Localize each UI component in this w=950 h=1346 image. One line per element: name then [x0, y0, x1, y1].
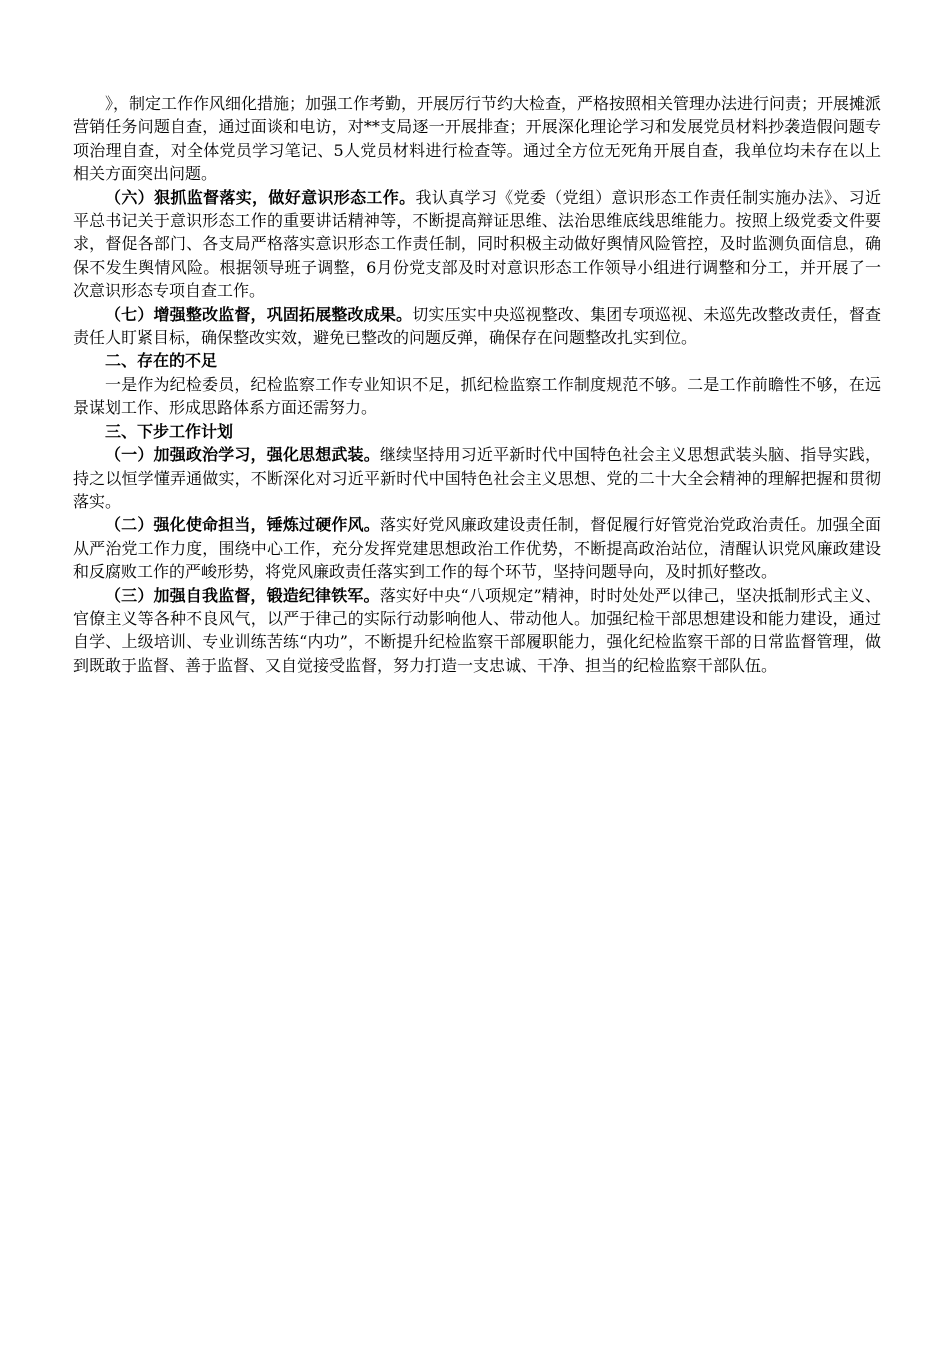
paragraph-text: 》，制定工作作风细化措施；加强工作考勤，开展厉行节约大检查，严格按照相关管理办法进行问责；开展摊派营销任务问题自查，通过面谈和电访，对**支局逐一开展排查；开展深化理论学习和发展党员材料抄袭造假问题专项治理自查，对全体党员学习笔记、5人党员材料进行检查等。通过全方位无死角开展自查，我单位均未存在以上相关方面突出问题。	[73, 94, 882, 184]
paragraph-shortcomings	[73, 373, 881, 420]
paragraph-lead: （七）增强整改监督，巩固拓展整改成果。	[105, 304, 413, 324]
paragraph-text: 切实压实中央巡视整改、集团专项巡视、未巡先改整改责任，督查责任人盯紧目标，确保整改实效，避免已整改的问题反弹，确保存在问题整改扎实到位。	[73, 304, 881, 348]
paragraph-lead: （二）强化使命担当，锤炼过硬作风。	[105, 515, 380, 535]
paragraph-text: 一是作为纪检委员，纪检监察工作专业知识不足，抓纪检监察工作制度规范不够。二是工作前瞻性不够，在远景谋划工作、形成思路体系方面还需努力。	[73, 374, 881, 418]
paragraph-plan-self-supervision	[73, 584, 881, 678]
paragraph-text: 落实好中央“八项规定”精神，时时处处严以律己，坚决抵制形式主义、官僚主义等各种不良风气，以严于律己的实际行动影响他人、带动他人。加强纪检干部思想建设和能力建设，通过自学、上级培训、专业训练苦练“内功”，不断提升纪检监察干部履职能力，强化纪检监察干部的日常监督管理，做到既敢于监督、善于监督、又自觉接受监督，努力打造一支忠诚、干净、担当的纪检监察干部队伍。	[73, 585, 881, 675]
paragraph-lead: （六）狠抓监督落实，做好意识形态工作。	[105, 187, 416, 207]
section-heading-shortcomings: 二、存在的不足	[105, 351, 218, 371]
paragraph-text: 继续坚持用习近平新时代中国特色社会主义思想武装头脑、指导实践，持之以恒学懂弄通做实，不断深化对习近平新时代中国特色社会主义思想、党的二十大全会精神的理解把握和贯彻落实。	[73, 445, 881, 511]
section-heading-next-plan: 三、下步工作计划	[105, 421, 234, 441]
paragraph-rectification-supervision	[73, 303, 881, 350]
document-page	[73, 92, 881, 677]
paragraph-ideology-work	[73, 186, 881, 303]
paragraph-text: 落实好党风廉政建设责任制，督促履行好管党治党政治责任。加强全面从严治党工作力度，围绕中心工作，充分发挥党建思想政治工作优势，不断提高政治站位，清醒认识党风廉政建设和反腐败工作的严峻形势，将党风廉政责任落实到工作的每个环节，坚持问题导向，及时抓好整改。	[73, 515, 881, 582]
paragraph-rectification-checks	[73, 92, 881, 186]
paragraph-lead: （一）加强政治学习，强化思想武装。	[105, 445, 380, 465]
paragraph-plan-political-study	[73, 443, 881, 513]
paragraph-plan-mission	[73, 513, 881, 583]
paragraph-lead: （三）加强自我监督，锻造纪律铁军。	[105, 585, 380, 605]
paragraph-text: 我认真学习《党委（党组）意识形态工作责任制实施办法》、习近平总书记关于意识形态工作的重要讲话精神等，不断提高辩证思维、法治思维底线思维能力。按照上级党委文件要求，督促各部门、各支局严格落实意识形态工作责任制，同时积极主动做好舆情风险管控，及时监测负面信息，确保不发生舆情风险。根据领导班子调整，6月份党支部及时对意识形态工作领导小组进行调整和分工，并开展了一次意识形态专项自查工作。	[73, 187, 881, 301]
